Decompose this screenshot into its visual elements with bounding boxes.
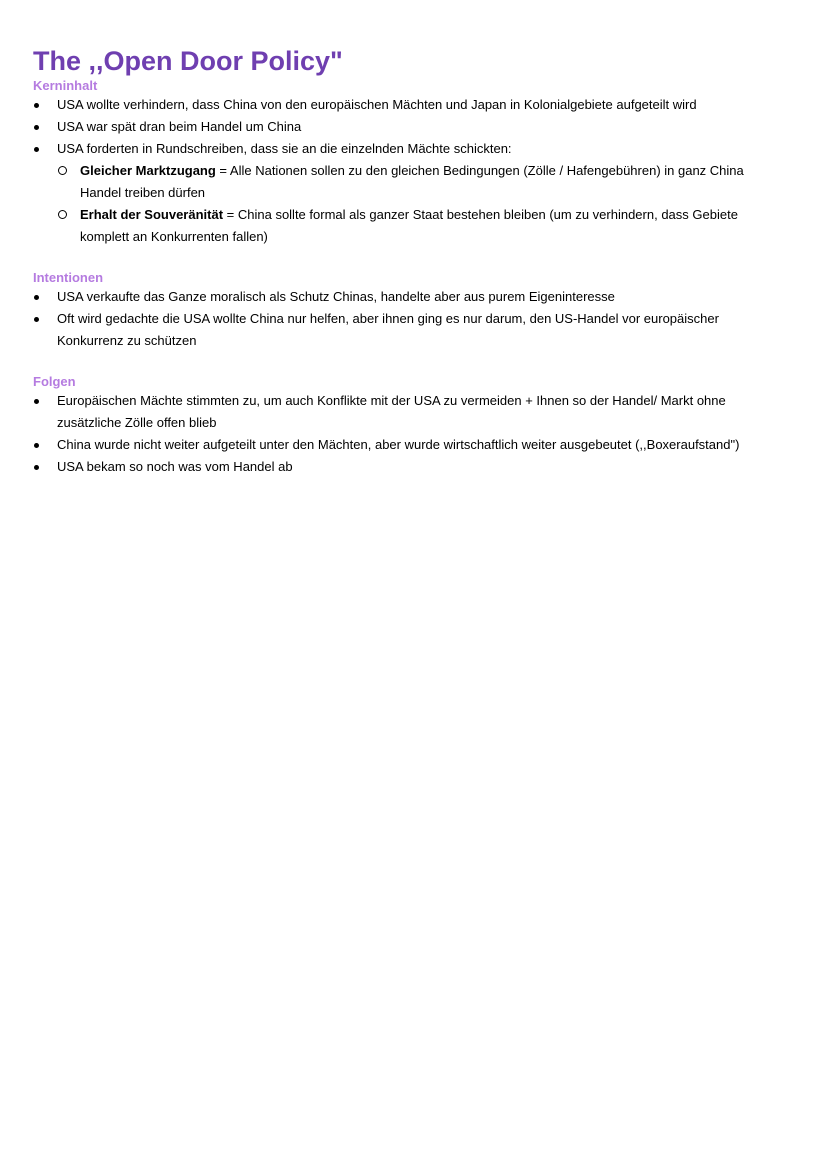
page-title: The ,,Open Door Policy" xyxy=(33,46,343,76)
section-kerninhalt xyxy=(33,78,788,248)
list-item: Oft wird gedachte die USA wollte China nur helfen, aber ihnen ging es nur darum, den US-Handel vor europäischer Konkurrenz zu schützen xyxy=(33,308,788,352)
intentionen-list xyxy=(33,286,788,352)
sub-item-term: Gleicher Marktzugang xyxy=(80,163,216,178)
kerninhalt-list xyxy=(33,94,788,248)
sub-list-item xyxy=(33,160,788,204)
list-item: USA bekam so noch was vom Handel ab xyxy=(33,456,788,478)
folgen-list xyxy=(33,390,788,478)
kerninhalt-sub-list xyxy=(57,160,788,248)
list-item: USA verkaufte das Ganze moralisch als Schutz Chinas, handelte aber aus purem Eigeninteresse xyxy=(33,286,788,308)
list-item: Europäischen Mächte stimmten zu, um auch Konflikte mit der USA zu vermeiden + Ihnen so der Handel/ Markt ohne zusätzliche Zölle offen blieb xyxy=(33,390,788,434)
list-item: USA war spät dran beim Handel um China xyxy=(33,116,788,138)
section-intentionen xyxy=(33,270,788,352)
sub-item-text: = Alle Nationen sollen zu den gleichen Bedingungen (Zölle / Hafengebühren) in ganz China Handel treiben dürfen xyxy=(80,163,744,200)
sub-item-term: Erhalt der Souveränität xyxy=(80,207,224,222)
section-heading-folgen: Folgen xyxy=(33,374,76,389)
section-heading-kerninhalt: Kerninhalt xyxy=(33,78,98,93)
section-heading-intentionen: Intentionen xyxy=(33,270,104,285)
list-item-text: USA forderten in Rundschreiben, dass sie an die einzelnden Mächte schickten: xyxy=(57,141,512,156)
sub-item-text: = China sollte formal als ganzer Staat bestehen bleiben (um zu verhindern, dass Gebiete komplett an Konkurrenten fallen) xyxy=(80,207,738,244)
section-folgen xyxy=(33,374,788,478)
list-item: China wurde nicht weiter aufgeteilt unter den Mächten, aber wurde wirtschaftlich weiter ausgebeutet (,,Boxeraufstand") xyxy=(33,434,788,456)
list-item xyxy=(33,138,788,248)
sub-list-item xyxy=(33,204,788,248)
list-item: USA wollte verhindern, dass China von den europäischen Mächten und Japan in Kolonialgebiete aufgeteilt wird xyxy=(33,94,788,116)
